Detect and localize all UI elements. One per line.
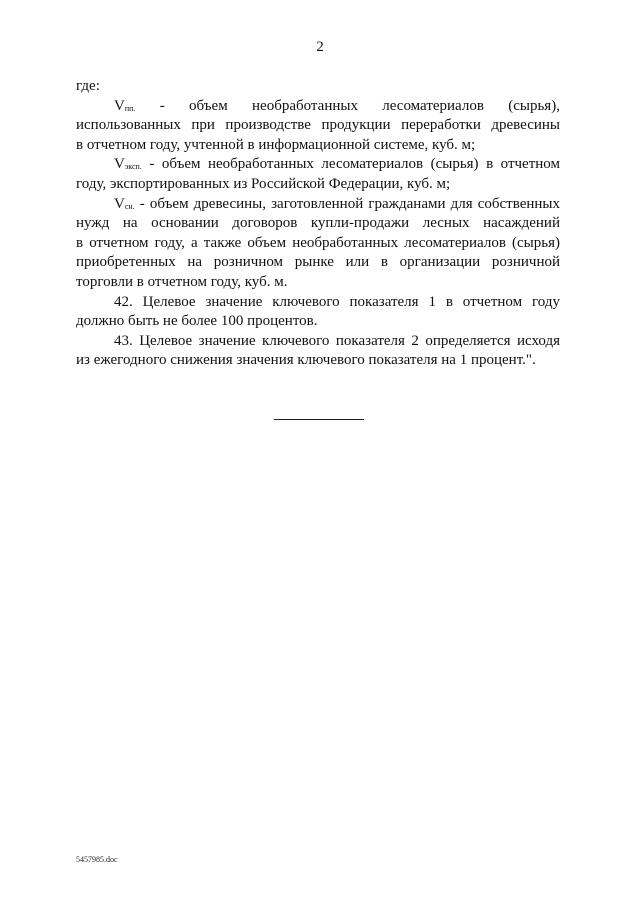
text-line: в отчетном году, а также объем необработанных лесоматериалов (сырья): [76, 234, 560, 251]
text-line: нужд на основании договоров купли-продажи лесных насаждений: [76, 215, 560, 232]
definition-v-pp-first-line: [76, 97, 560, 117]
paragraph-42: [76, 293, 560, 332]
text-line: - объем необработанных лесоматериалов (сырья) в отчетном: [149, 156, 561, 173]
text-line: 42. Целевое значение ключевого показателя 1 в отчетном году: [114, 293, 560, 310]
subscript-eksp: эксп.: [124, 162, 142, 172]
subscript-pp: пп.: [124, 103, 136, 113]
word: (сырья),: [508, 97, 560, 114]
definition-v-eksp: [76, 155, 560, 194]
dash: -: [159, 97, 165, 114]
closing-rule: [274, 419, 364, 420]
symbol-v-eksp: $V_{эксп.}$: [114, 156, 142, 173]
word: лесоматериалов: [382, 97, 484, 114]
page-number: 2: [316, 39, 324, 55]
definition-v-pp: [76, 97, 560, 156]
symbol-v-pp: $V_{пп.}$: [114, 97, 136, 114]
text-line: приобретенных на розничном рынке или в организации розничной: [76, 254, 560, 271]
where-label: где:: [76, 78, 100, 94]
text-line: из ежегодного снижения значения ключевого показателя на 1 процент.".: [76, 352, 536, 369]
definition-v-sn: [76, 195, 560, 293]
word: объем: [189, 97, 228, 114]
text-line: в отчетном году, учтенной в информационной системе, куб. м;: [76, 136, 476, 153]
word: необработанных: [252, 97, 358, 114]
text-line: должно быть не более 100 процентов.: [76, 313, 318, 330]
footer-doc-code: 5457985.doc: [76, 855, 118, 864]
subscript-sn: сн.: [124, 201, 135, 211]
definition-v-eksp-first-line: [76, 155, 560, 175]
symbol-v-sn: $V_{сн.}$: [114, 195, 135, 212]
text-line: году, экспортированных из Российской Федерации, куб. м;: [76, 175, 451, 192]
text-line: торговли в отчетном году, куб. м.: [76, 273, 288, 290]
text-line: использованных при производстве продукции переработки древесины: [76, 117, 560, 134]
text-line: - объем древесины, заготовленной гражданами для собственных: [139, 195, 561, 212]
definition-v-sn-first-line: [76, 195, 560, 215]
paragraph-43: [76, 332, 560, 371]
document-body: [76, 77, 560, 371]
text-line: 43. Целевое значение ключевого показателя 2 определяется исходя: [114, 332, 560, 349]
